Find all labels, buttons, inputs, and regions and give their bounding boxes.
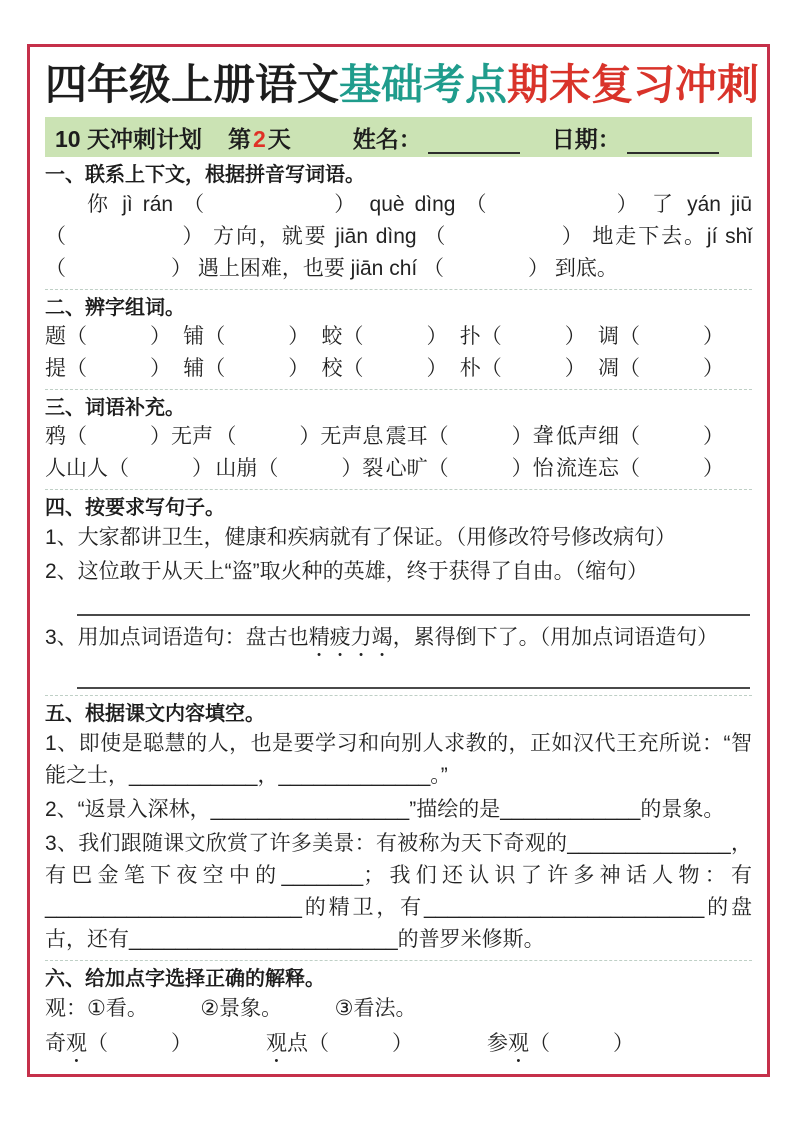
item-3-suffix: ，累得倒下了。（用加点词语造句）	[392, 626, 719, 650]
date-blank	[627, 132, 719, 154]
section-choose-meaning	[45, 967, 752, 1067]
word-pre: 奇	[45, 1032, 66, 1056]
section-divider	[45, 289, 752, 290]
word-item: 蛟（ ）	[321, 325, 448, 349]
section-6-words-row	[45, 1027, 752, 1067]
section-4-item-3	[45, 622, 752, 661]
section-3-row-1	[45, 421, 752, 453]
idiom-item: 流连忘（ ）	[555, 457, 724, 481]
answer-paren: （ ）	[529, 1032, 634, 1056]
day-prefix: 第	[227, 125, 251, 152]
word-item: 扑（ ）	[459, 325, 586, 349]
section-pinyin	[45, 163, 752, 285]
idiom-item: （ ）无声息	[215, 425, 384, 449]
idiom-item: 人山人（ ）	[45, 457, 213, 481]
name-label: 姓名：	[352, 125, 422, 152]
section-1-heading: 一、联系上下文，根据拼音写词语。	[45, 164, 365, 187]
idiom-item: 鸦（ ）无声	[45, 425, 213, 449]
dotted-word-item	[266, 1027, 413, 1067]
idiom-item: 山崩（ ）裂	[215, 457, 384, 481]
section-4-item-2: 2、这位敢于从天上“盗”取火种的英雄，终于获得了自由。（缩句）	[45, 560, 649, 584]
item-3-prefix: 3、用加点词语造句：盘古也	[45, 626, 309, 650]
section-3-heading: 三、词语补充。	[45, 397, 185, 420]
section-word-formation	[45, 296, 752, 385]
section-4-item-1: 1、大家都讲卫生，健康和疾病就有了保证。（用修改符号修改病句）	[45, 526, 677, 550]
section-1-body: 你 jì rán （ ） què dìng （ ） 了 yán jiū （ ） 方向，就要 jiān dìng （ ） 地走下去。jí shǐ （ ） 遇上困难，也要 jiān chí （ ） 到底。	[45, 193, 752, 281]
section-sentence-writing	[45, 496, 752, 689]
section-3-row-2	[45, 453, 752, 485]
day-label	[228, 121, 291, 154]
page-title	[45, 61, 760, 109]
date-field	[552, 121, 719, 154]
word-pre: 参	[487, 1032, 508, 1056]
word-item: 题（ ）	[45, 325, 171, 349]
section-5-item-3: 3、我们跟随课文欣赏了许多美景：有被称为天下奇观的______________，有巴金笔下夜空中的_______；我们还认识了许多神话人物：有______________________的精卫，有________________________的盘古，还有_______________________的普罗米修斯。	[45, 832, 752, 952]
title-final-review-part: 期末复习冲刺	[507, 61, 760, 108]
section-divider	[45, 389, 752, 390]
emphasized-idiom: 精疲力竭	[308, 626, 393, 650]
section-4-heading: 四、按要求写句子。	[45, 497, 225, 520]
section-5-item-1: 1、即使是聪慧的人，也是要学习和向别人求教的，正如汉代王充所说：“智能之士，___________，_____________。”	[45, 732, 752, 788]
plan-banner	[45, 117, 752, 157]
day-suffix: 天	[267, 125, 291, 152]
idiom-item: 心旷（ ）怡	[385, 457, 554, 481]
word-item: 校（ ）	[321, 357, 448, 381]
name-field	[353, 121, 520, 154]
word-item: 朴（ ）	[459, 357, 586, 381]
section-fill-in-blanks	[45, 702, 752, 956]
section-2-row-1	[45, 321, 752, 353]
word-item: 提（ ）	[45, 357, 171, 381]
dotted-char: 观	[66, 1032, 87, 1056]
section-6-heading: 六、给加点字选择正确的解释。	[45, 968, 325, 991]
section-5-heading: 五、根据课文内容填空。	[45, 703, 265, 726]
answer-paren: （ ）	[308, 1032, 413, 1056]
section-idiom-completion	[45, 396, 752, 485]
answer-paren: （ ）	[87, 1032, 192, 1056]
section-divider	[45, 960, 752, 961]
word-item: 铺（ ）	[183, 325, 310, 349]
section-2-row-2	[45, 353, 752, 385]
title-basics-part: 基础考点	[339, 61, 508, 108]
worksheet-page	[27, 44, 770, 1077]
section-2-heading: 二、辨字组词。	[45, 297, 185, 320]
date-label: 日期：	[551, 125, 621, 152]
idiom-item: 低声细（ ）	[555, 425, 724, 449]
section-divider	[45, 489, 752, 490]
dotted-word-item	[487, 1027, 634, 1067]
dotted-char: 观	[508, 1032, 529, 1056]
dotted-word-item	[45, 1027, 192, 1067]
answer-line	[77, 663, 750, 689]
day-number: 2	[252, 125, 266, 152]
section-6-definitions: 观：①看。 ②景象。 ③看法。	[45, 997, 417, 1021]
word-item: 调（ ）	[598, 325, 724, 349]
plan-label: 10 天冲刺计划	[55, 125, 202, 152]
section-divider	[45, 695, 752, 696]
word-post: 点	[287, 1032, 308, 1056]
dotted-char: 观	[266, 1032, 287, 1056]
title-grade-part: 四年级上册语文	[45, 61, 340, 108]
word-item: 辅（ ）	[183, 357, 310, 381]
idiom-item: 震耳（ ）聋	[385, 425, 554, 449]
section-5-item-2: 2、“返景入深林，_________________”描绘的是____________的景象。	[45, 798, 725, 822]
answer-line	[77, 590, 750, 616]
word-item: 凋（ ）	[598, 357, 724, 381]
name-blank	[428, 132, 520, 154]
